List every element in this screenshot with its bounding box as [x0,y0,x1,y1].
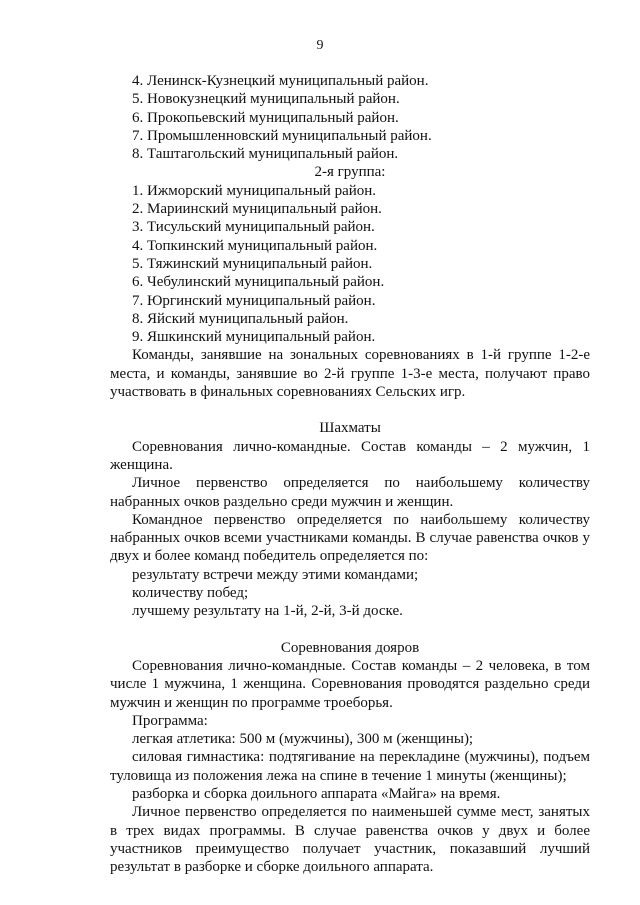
section-gap [110,401,590,419]
teams-paragraph: Команды, занявшие на зональных соревнованиях в 1-й группе 1-2-е места, и команды, занявшие во 2-й группе 1-3-е места, получают право участвовать в финальных соревнованиях Сельских игр. [110,347,590,401]
page-content [110,72,590,876]
program-item: легкая атлетика: 500 м (мужчины), 300 м (женщины); [132,731,474,748]
chess-heading: Шахматы [319,420,381,437]
chess-paragraph-2: Личное первенство определяется по наибольшему количеству набранных очков раздельно среди мужчин и женщин. [110,475,590,510]
list-item: 5. Тяжинский муниципальный район. [132,255,373,272]
milking-paragraph-1: Соревнования лично-командные. Состав команды – 2 человека, в том числе 1 мужчина, 1 женщина. Соревнования проводятся раздельно среди мужчин и женщин по программе троеборья. [110,657,590,711]
list-item: 3. Тисульский муниципальный район. [132,219,375,236]
chess-criterion: лучшему результату на 1-й, 2-й, 3-й доске. [132,603,403,620]
chess-paragraph-1: Соревнования лично-командные. Состав команды – 2 мужчин, 1 женщина. [110,438,590,473]
chess-paragraph-3: Командное первенство определяется по наибольшему количеству набранных очков всеми участниками команды. В случае равенства очков у двух и более команд победитель определяется по: [110,511,590,565]
page-number: 9 [316,38,324,53]
list-item: 6. Чебулинский муниципальный район. [132,274,385,291]
group-heading: 2-я группа: [314,164,386,181]
list-item: 5. Новокузнецкий муниципальный район. [132,91,400,108]
list-item: 8. Яйский муниципальный район. [132,310,349,327]
chess-criterion: результату встречи между этими командами; [132,566,419,583]
milking-paragraph-last: Личное первенство определяется по наименьшей сумме мест, занятых в трех видах программы. В случае равенства очков у двух и более участников преимущество получает участник, показавший лучший результат в разборке и сборке доильного аппарата. [110,804,590,876]
chess-criterion: количеству побед; [132,585,249,602]
list-item: 1. Ижморский муниципальный район. [132,182,377,199]
list-item: 7. Юргинский муниципальный район. [132,292,376,309]
milking-heading: Соревнования дояров [280,639,420,656]
program-label: Программа: [132,712,208,729]
list-item: 4. Топкинский муниципальный район. [132,237,378,254]
section-gap [110,621,590,639]
list-item: 4. Ленинск-Кузнецкий муниципальный район. [132,73,429,89]
list-item: 6. Прокопьевский муниципальный район. [132,109,399,126]
list-item: 2. Мариинский муниципальный район. [132,201,382,218]
list-item: 7. Промышленновский муниципальный район. [132,127,432,144]
list-item: 8. Таштагольский муниципальный район. [132,146,399,163]
list-item: 9. Яшкинский муниципальный район. [132,329,376,346]
program-item: разборка и сборка доильного аппарата «Майга» на время. [132,785,501,802]
program-item: силовая гимнастика: подтягивание на перекладине (мужчины), подъем туловища из положения лежа на спине в течение 1 минуты (женщины); [110,749,590,784]
